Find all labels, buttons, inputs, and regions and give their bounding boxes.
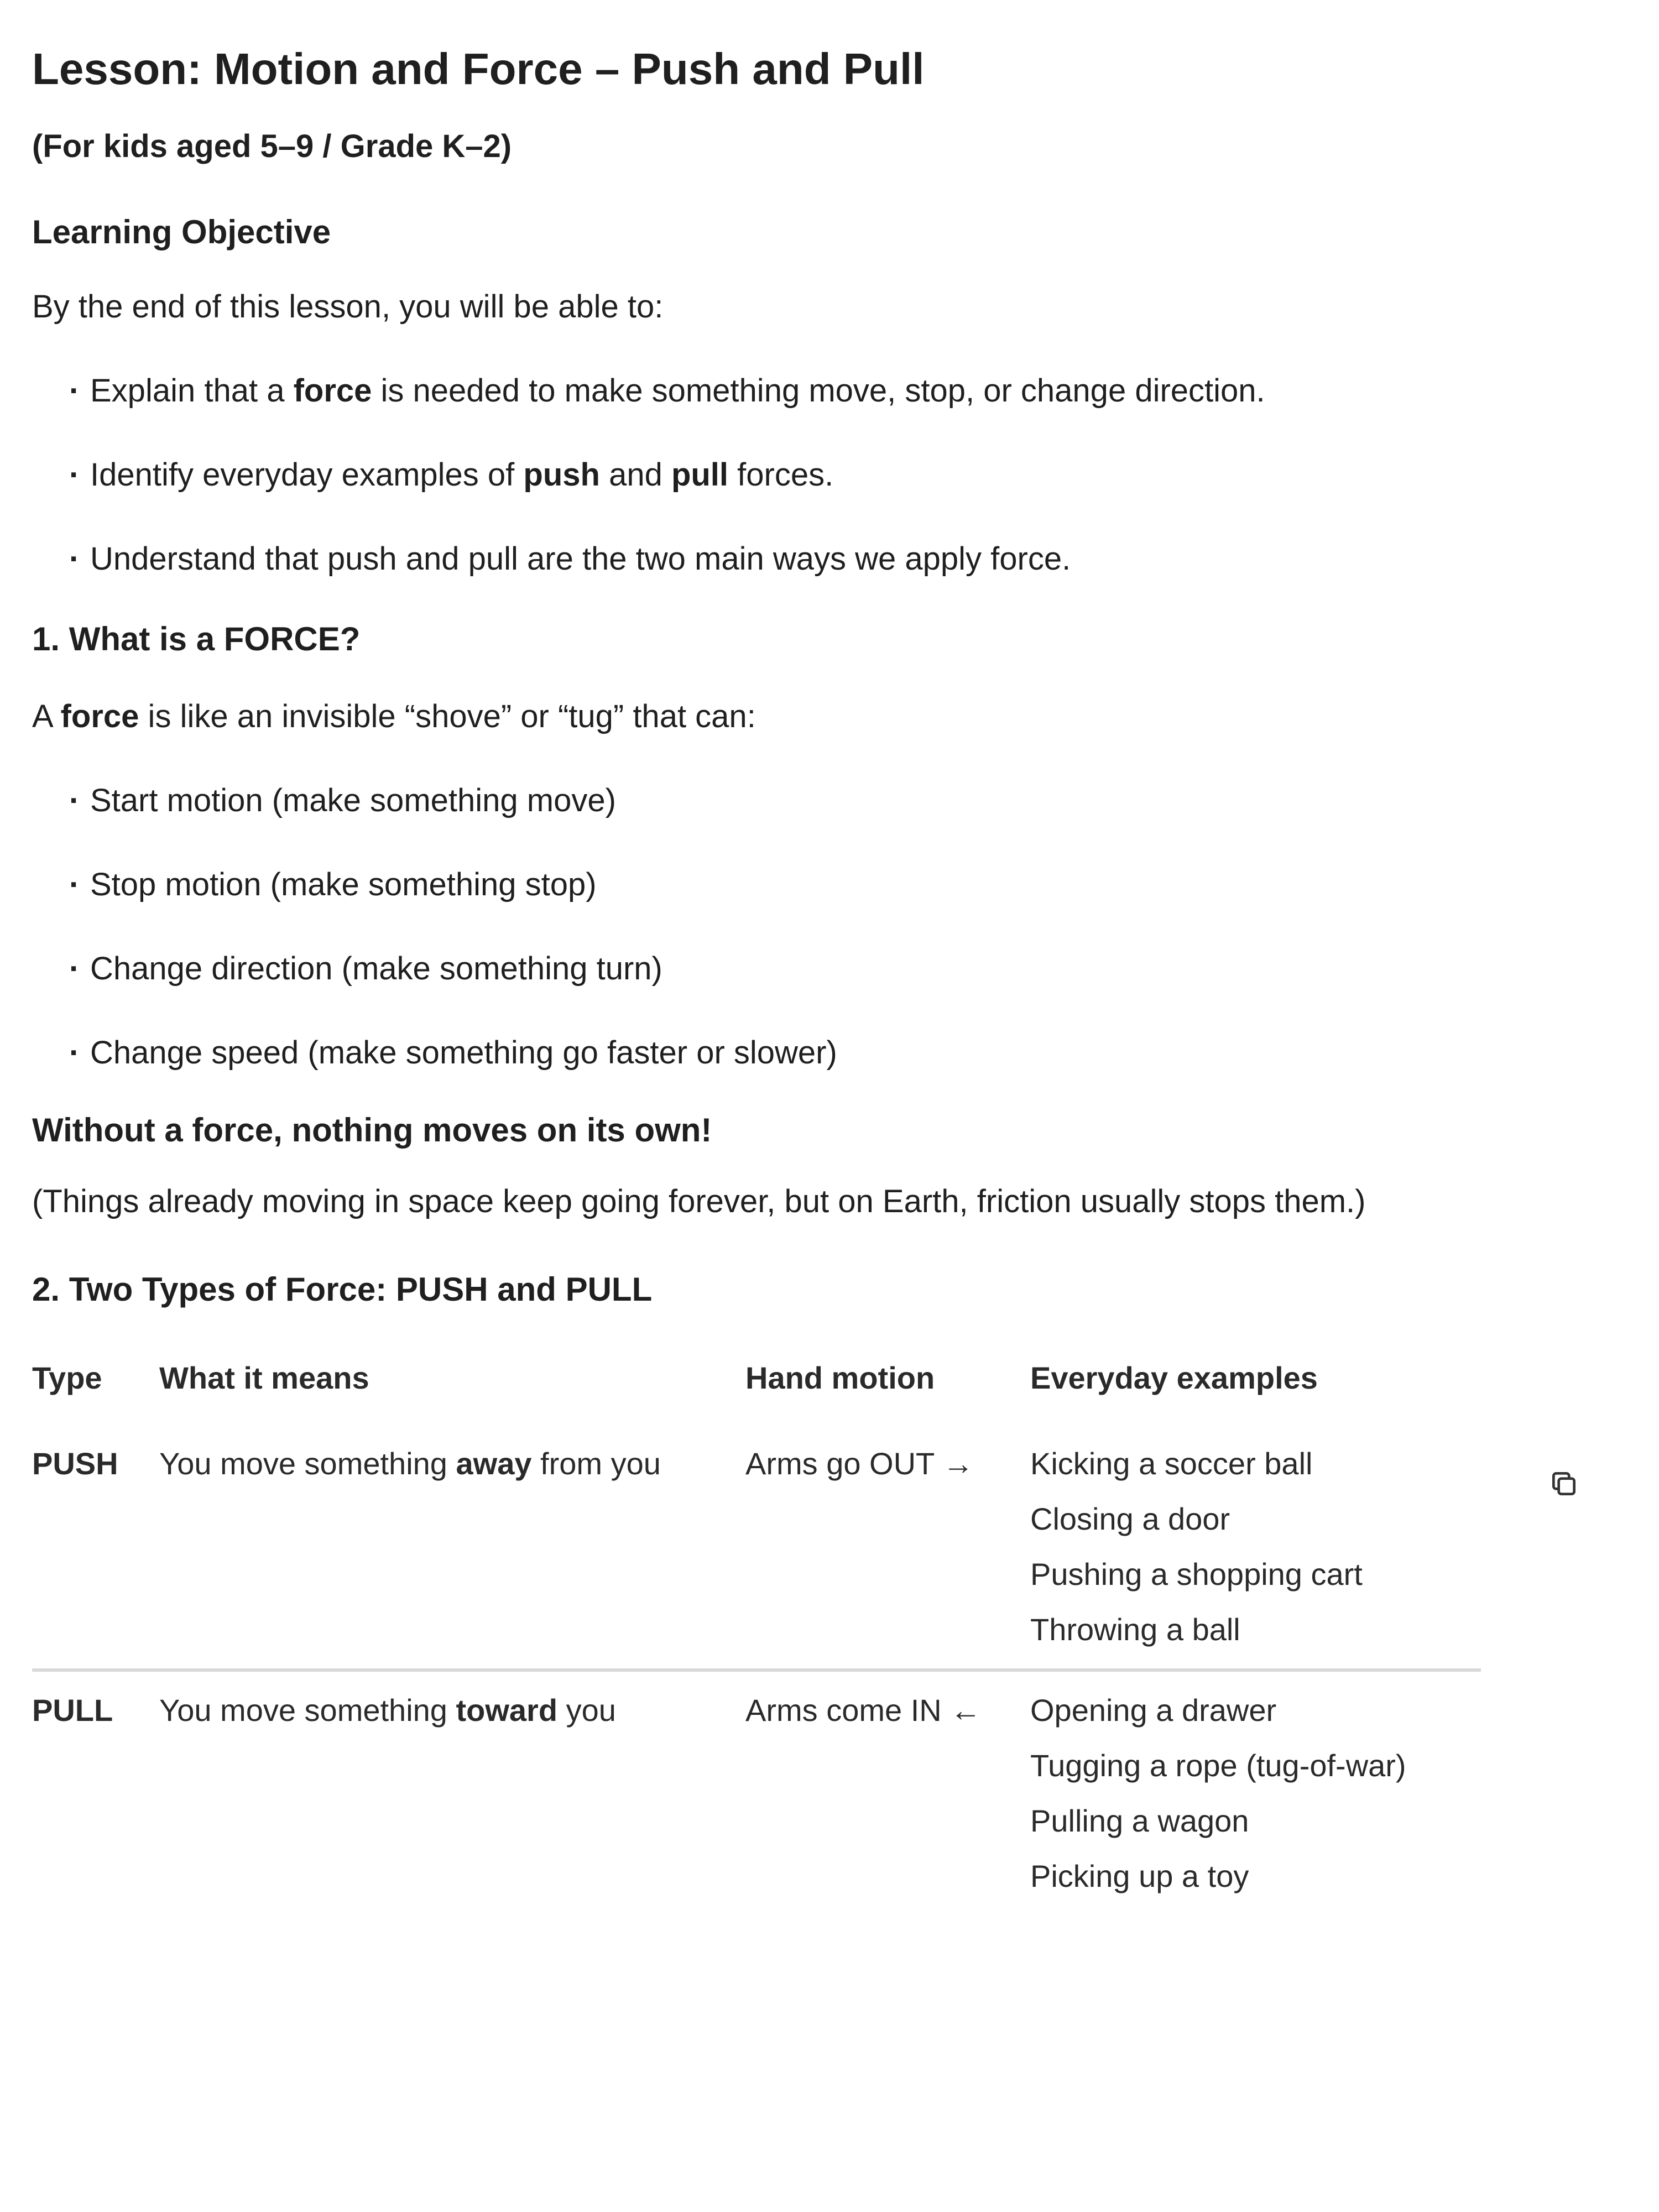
example-item: Pushing a shopping cart [1030, 1557, 1363, 1592]
page-title: Lesson: Motion and Force – Push and Pull [32, 44, 925, 93]
table-header-row [32, 1342, 1481, 1425]
objective-item: · Explain that a force is needed to make something move, stop, or change direction. [90, 366, 1580, 416]
example-item: Closing a door [1030, 1501, 1230, 1536]
objective-item: · Understand that push and pull are the two main ways we apply force. [90, 534, 1580, 584]
meaning-cell: You move something away from you [159, 1425, 745, 1670]
force-effect-item: · Change direction (make something turn) [90, 944, 1580, 994]
section1-heading: 1. What is a FORCE? [32, 620, 361, 658]
lesson-document [32, 39, 1580, 1915]
friction-note: (Things already moving in space keep going forever, but on Earth, friction usually stops them.) [32, 1183, 1366, 1219]
table-row-push [32, 1425, 1481, 1670]
type-cell: PUSH [32, 1425, 159, 1670]
objective-heading: Learning Objective [32, 213, 331, 251]
copy-icon[interactable] [1548, 1468, 1579, 1499]
force-effect-item: · Start motion (make something move) [90, 776, 1580, 826]
section1-intro: A force is like an invisible “shove” or “tug” that can: [32, 698, 756, 734]
column-header-meaning: What it means [159, 1360, 369, 1395]
emphasis-statement: Without a force, nothing moves on its own! [32, 1112, 712, 1149]
hand-motion-cell: Arms come IN ← [745, 1693, 982, 1728]
force-effect-item: · Stop motion (make something stop) [90, 860, 1580, 910]
push-pull-table [32, 1342, 1481, 1915]
hand-motion-cell: Arms go OUT → [745, 1425, 1030, 1670]
example-item: Kicking a soccer ball [1030, 1446, 1313, 1481]
example-item: Opening a drawer [1030, 1693, 1277, 1728]
objective-intro: By the end of this lesson, you will be able to: [32, 289, 664, 325]
example-item: Picking up a toy [1030, 1859, 1249, 1893]
table-row-pull [32, 1670, 1481, 1915]
meaning-cell: You move something toward you [159, 1693, 616, 1728]
example-item: Tugging a rope (tug-of-war) [1030, 1748, 1406, 1783]
objective-list [32, 366, 1580, 584]
example-item: Pulling a wagon [1030, 1803, 1249, 1838]
page-subtitle: (For kids aged 5–9 / Grade K–2) [32, 128, 512, 164]
column-header-hand-motion: Hand motion [745, 1360, 935, 1395]
type-cell: PULL [32, 1693, 113, 1728]
force-effect-item: · Change speed (make something go faster or slower) [90, 1028, 1580, 1078]
example-item: Throwing a ball [1030, 1612, 1240, 1647]
force-effects-list [32, 776, 1580, 1078]
examples-cell [1030, 1670, 1481, 1915]
column-header-examples: Everyday examples [1030, 1360, 1318, 1395]
column-header-type: Type [32, 1360, 102, 1395]
section2-heading: 2. Two Types of Force: PUSH and PULL [32, 1271, 653, 1308]
examples-cell [1030, 1425, 1481, 1670]
objective-item: · Identify everyday examples of push and pull forces. [90, 450, 1580, 500]
